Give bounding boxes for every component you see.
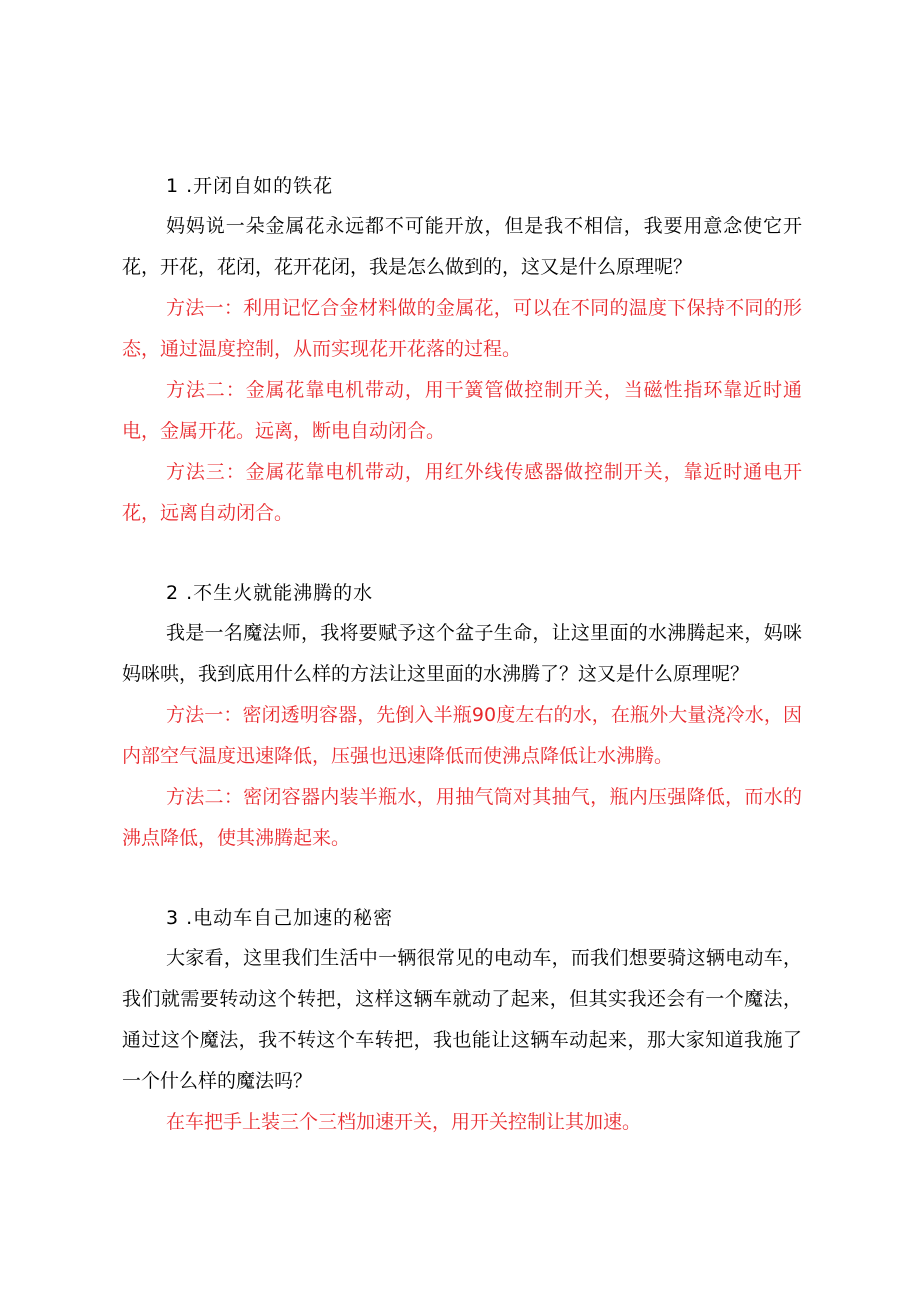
answer-paragraph: 方法二：金属花靠电机带动，用干簧管做控制开关，当磁性指环靠近时通电，金属开花。远离，断电自动闭合。 — [122, 379, 802, 442]
section-ebike-acceleration — [122, 898, 802, 1143]
section-iron-flower — [122, 166, 802, 534]
section-boiling-water — [122, 573, 802, 859]
answer-paragraph: 方法一：利用记忆合金材料做的金属花，可以在不同的温度下保持不同的形态，通过温度控制，从而实现花开花落的过程。 — [122, 297, 802, 360]
answer-paragraph: 在车把手上装三个三档加速开关，用开关控制让其加速。 — [166, 1111, 642, 1133]
section-heading: 1 .开闭自如的铁花 — [166, 175, 334, 197]
section-heading: 3 .电动车自己加速的秘密 — [166, 907, 394, 929]
answer-paragraph: 方法二：密闭容器内装半瓶水，用抽气筒对其抽气，瓶内压强降低，而水的沸点降低，使其沸腾起来。 — [122, 786, 802, 849]
question-paragraph: 大家看，这里我们生活中一辆很常见的电动车，而我们想要骑这辆电动车，我们就需要转动这个转把，这样这辆车就动了起来，但其实我还会有一个魔法，通过这个魔法，我不转这个车转把，我也能让这辆车动起来，那大家知道我施了一个什么样的魔法吗？ — [122, 947, 802, 1092]
answer-paragraph: 方法一：密闭透明容器，先倒入半瓶90度左右的水，在瓶外大量浇冷水，因内部空气温度迅速降低，压强也迅速降低而使沸点降低让水沸腾。 — [122, 704, 802, 767]
question-paragraph: 我是一名魔法师，我将要赋予这个盆子生命，让这里面的水沸腾起来，妈咪妈咪哄，我到底用什么样的方法让这里面的水沸腾了？这又是什么原理呢？ — [122, 622, 802, 685]
section-heading: 2 .不生火就能沸腾的水 — [166, 582, 374, 604]
document-body — [122, 166, 802, 1143]
question-paragraph: 妈妈说一朵金属花永远都不可能开放，但是我不相信，我要用意念使它开花，开花，花闭，花开花闭，我是怎么做到的，这又是什么原理呢？ — [122, 215, 802, 278]
answer-paragraph: 方法三：金属花靠电机带动，用红外线传感器做控制开关，靠近时通电开花，远离自动闭合。 — [122, 461, 802, 524]
